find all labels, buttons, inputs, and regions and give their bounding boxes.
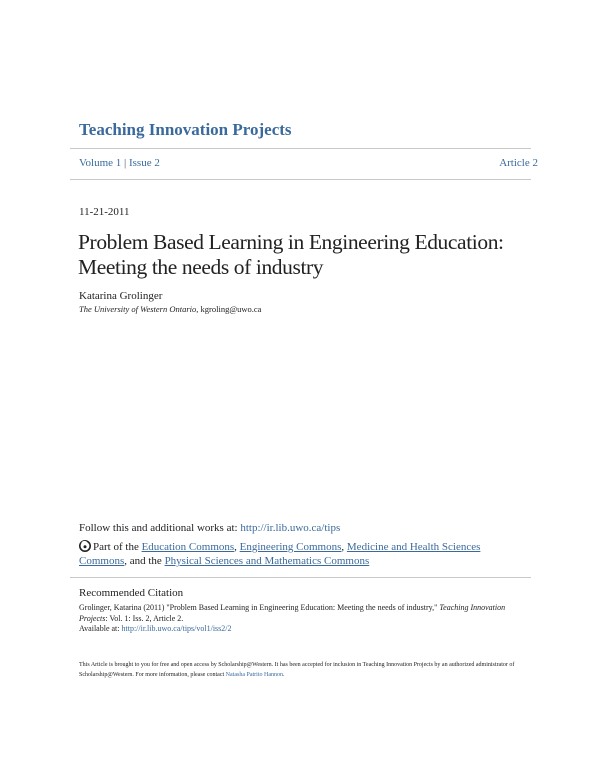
education-commons-link[interactable]: Education Commons [141,541,235,553]
footer-text: This Article is brought to you for free and open access by Scholarship@Western. It has been accepted for inclusion in Teaching Innovation Projects by an authorized administrator of Scholarship@Western. For more information, please contact [79,662,515,678]
volume-issue [79,157,160,169]
issue-link[interactable]: Issue 2 [128,157,160,169]
commons-separator: , [234,541,237,553]
footer-notice [79,661,529,680]
citation-text [79,603,519,635]
paper-title: Problem Based Learning in Engineering Education: Meeting the needs of industry [78,230,504,279]
commons-separator: , and the [124,555,162,567]
citation-journal: Teaching Innovation Projects [79,603,506,623]
citation-body: Grolinger, Katarina (2011) "Problem Based Learning in Engineering Education: Meeting the needs of industry," [79,603,438,612]
part-of-prefix: Part of the [93,541,139,553]
issue-divider [70,179,531,180]
commons-separator: , [341,541,345,553]
top-divider [70,148,531,149]
recommended-citation-heading: Recommended Citation [79,587,184,599]
citation-divider [70,577,531,578]
journal-title-link[interactable]: Teaching Innovation Projects [79,120,292,139]
follow-text: Follow this and additional works at: [79,522,238,534]
open-access-icon [79,540,91,552]
author-name: Katarina Grolinger [79,290,163,302]
volume-issue-separator: | [124,157,127,169]
medicine-health-commons-link[interactable]: Medicine and Health Sciences Commons [79,541,481,567]
engineering-commons-link[interactable]: Engineering Commons [239,541,342,553]
publication-date: 11-21-2011 [79,206,130,218]
footer-end: . [283,671,285,678]
follow-line [79,522,340,534]
author-email: , kgroling@uwo.ca [196,304,262,314]
part-of-commons [79,540,499,568]
article-link[interactable]: Article 2 [499,157,538,169]
citation-volume: : Vol. 1: Iss. 2, Article 2. [105,613,184,623]
contact-link[interactable]: Natasha Patrito Hannon [225,671,283,678]
volume-link[interactable]: Volume 1 [79,157,122,169]
available-label: Available at: [79,624,120,633]
physical-sciences-commons-link[interactable]: Physical Sciences and Mathematics Commons [164,555,370,567]
citation-url-link[interactable]: http://ir.lib.uwo.ca/tips/vol1/iss2/2 [121,624,232,633]
author-affiliation [79,304,261,314]
follow-url-link[interactable]: http://ir.lib.uwo.ca/tips [240,522,341,534]
affiliation-name: The University of Western Ontario [79,304,197,314]
